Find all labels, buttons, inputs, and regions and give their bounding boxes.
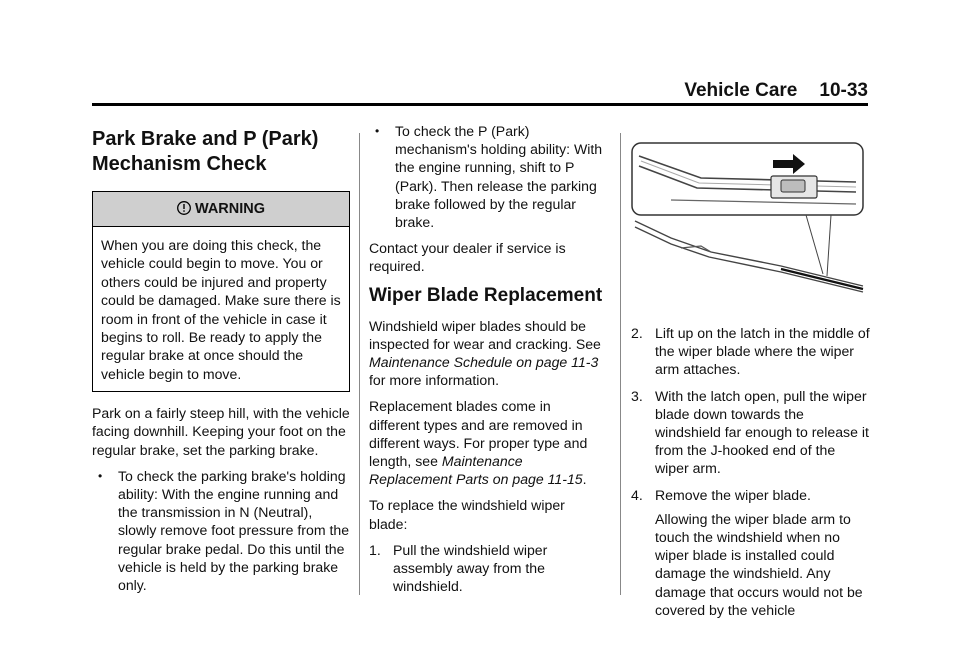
page-header [92, 80, 868, 102]
wiper-blade-illustration [631, 126, 864, 296]
bullet-text: To check the P (Park) mechanism's holding ability: With the engine running, shift to P (Park). Then release the parking brake followed by the regular brake. [395, 123, 603, 231]
warning-box [92, 191, 350, 392]
header-section-title: Vehicle Care [684, 80, 798, 101]
paragraph-replacement [369, 397, 605, 488]
step-note: Allowing the wiper blade arm to touch the windshield when no wiper blade is installed could damage the windshield. Any damage that occurs would not be covered by the vehicle [655, 510, 863, 618]
paragraph-contact: Contact your dealer if service is required. [369, 240, 566, 275]
bullet-list [369, 122, 605, 231]
text: for more information. [369, 372, 500, 389]
list-item [369, 122, 605, 231]
section-title-park-brake: Park Brake and P (Park) Mechanism Check [92, 128, 319, 175]
section-title-wiper: Wiper Blade Replacement [369, 284, 603, 306]
step-number: 1. [369, 541, 381, 558]
steps-list [631, 324, 871, 619]
list-item [369, 541, 605, 596]
step-number: 4. [631, 486, 643, 503]
column-3 [631, 122, 871, 627]
step-number: 2. [631, 325, 643, 341]
text: Replacement blades come in different types and are removed in different ways. For proper type and length, see [369, 398, 588, 470]
header-page-number: 10-33 [819, 80, 868, 101]
list-item [92, 467, 350, 594]
bullet-icon: • [98, 468, 103, 483]
link-maintenance-schedule[interactable]: Maintenance Schedule on page 11-3 [369, 354, 599, 371]
link-replacement-parts[interactable]: Maintenance Replacement Parts on page 11-15 [369, 453, 583, 488]
paragraph-inspect [369, 317, 605, 390]
column-divider [359, 133, 360, 595]
warning-triangle-icon [177, 201, 191, 215]
bullet-text: To check the parking brake's holding ability: With the engine running and the transmission in N (Neutral), slowly remove foot pressure from the regular brake pedal. Do this until the vehicle is held by the parking brake only. [118, 467, 350, 594]
column-1 [92, 122, 350, 602]
step-text: With the latch open, pull the wiper blade down towards the windshield far enough to release it from the J-hooked end of the wiper arm. [655, 387, 869, 477]
step-text: Pull the windshield wiper assembly away from the windshield. [393, 541, 548, 595]
list-item [631, 486, 871, 619]
step-text: Lift up on the latch in the middle of the wiper blade where the wiper arm attaches. [655, 325, 870, 378]
text: . [582, 471, 587, 488]
paragraph-intro: Park on a fairly steep hill, with the vehicle facing downhill. Keeping your foot on the regular brake, set the parking brake. [92, 405, 350, 458]
column-divider [620, 133, 621, 595]
bullet-list [92, 467, 350, 594]
warning-label: WARNING [194, 200, 266, 217]
text: Windshield wiper blades should be inspected for wear and cracking. See [369, 317, 601, 352]
list-item [631, 387, 871, 478]
column-2 [369, 122, 605, 603]
step-text: Remove the wiper blade. [655, 486, 811, 503]
steps-list [369, 541, 605, 596]
paragraph-to-replace: To replace the windshield wiper blade: [369, 497, 565, 532]
step-number: 3. [631, 387, 643, 404]
warning-header [93, 192, 349, 227]
bullet-icon: • [375, 124, 380, 138]
header-rule [92, 103, 868, 106]
warning-text: When you are doing this check, the vehicle could begin to move. You or others could be injured and property could be damaged. Make sure there is room in front of the vehicle in case it begins to roll. Be ready to apply the regular brake at once should the vehicle begin to move. [101, 237, 341, 382]
list-item [631, 324, 871, 379]
